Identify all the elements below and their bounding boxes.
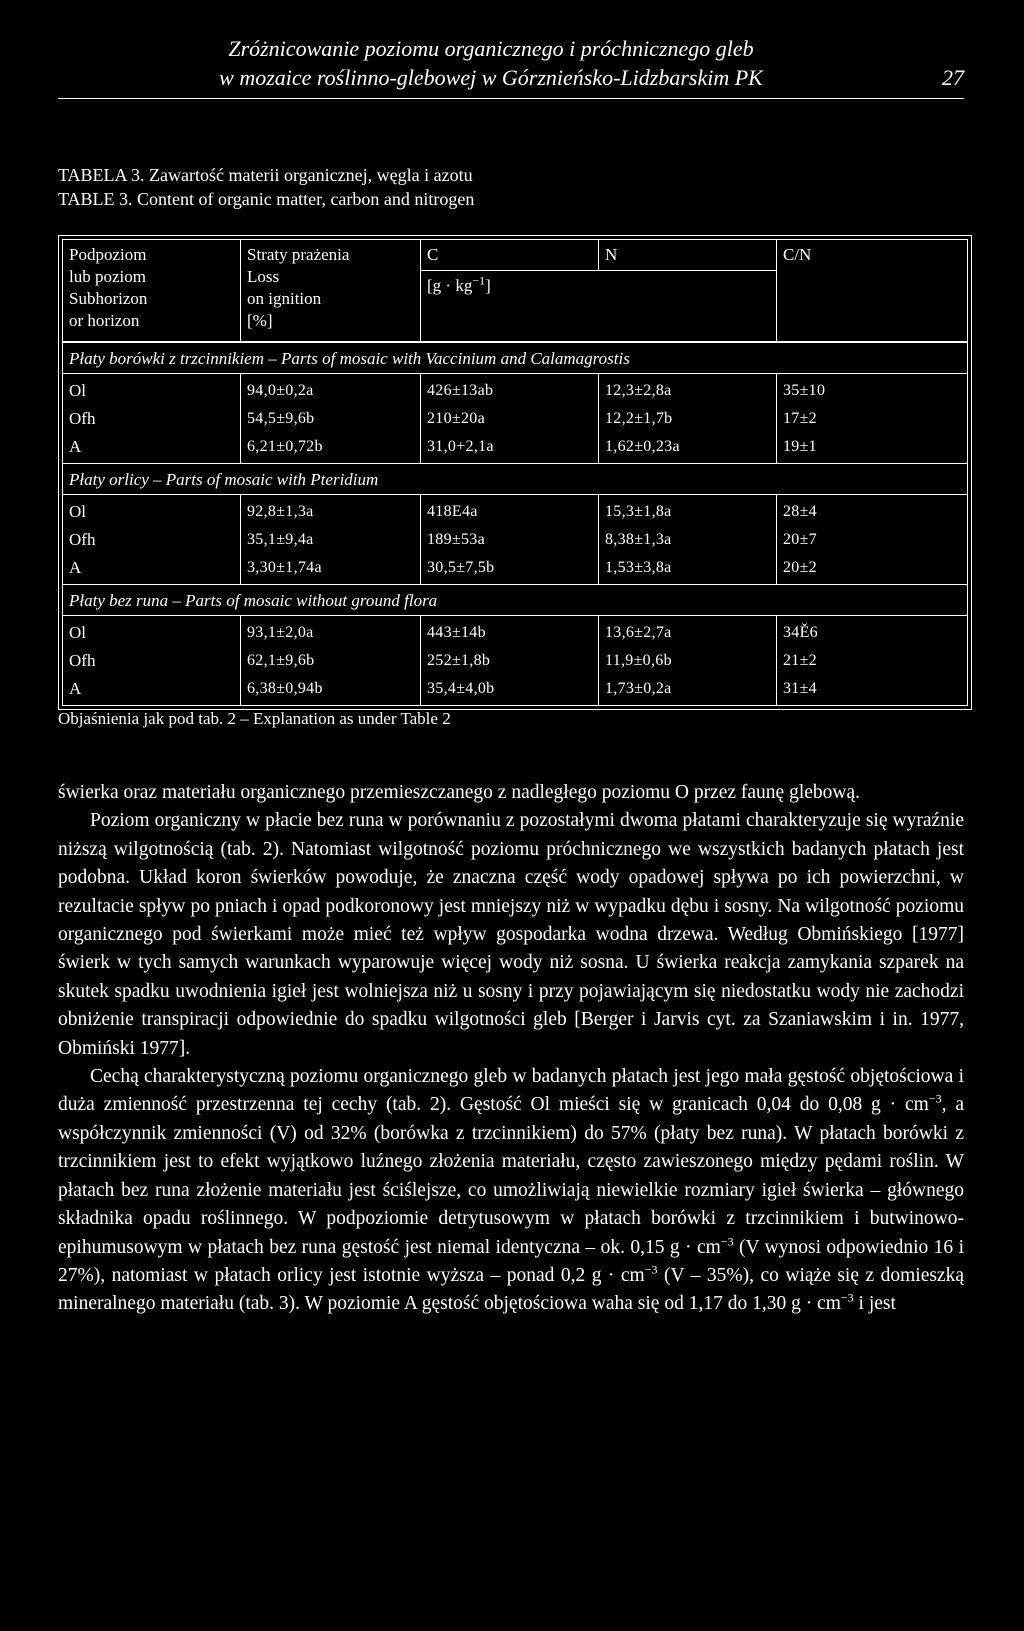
header-unit xyxy=(421,271,777,342)
header-horizon-line: Podpoziom xyxy=(69,245,147,264)
cell-cn: 19±1 xyxy=(777,433,968,464)
section-title-part: Płaty borówki z trzcinnikiem – Parts of mosaic with xyxy=(69,349,426,368)
table-caption xyxy=(58,163,474,211)
section-title-part: Płaty bez runa – Parts of mosaic without ground flora xyxy=(69,591,438,610)
cell-n: 1,73±0,2a xyxy=(599,675,777,706)
cell-cn: 20±7 xyxy=(777,526,968,554)
unit-text: [g · kg xyxy=(427,276,473,295)
table-row xyxy=(63,526,968,554)
cell-c: 31,0+2,1a xyxy=(421,433,599,464)
table-note: Objaśnienia jak pod tab. 2 – Explanation as under Table 2 xyxy=(58,709,451,728)
p3-sup: −3 xyxy=(644,1262,658,1277)
page-number: 27 xyxy=(942,65,964,90)
header-loss-line: [%] xyxy=(247,311,273,330)
p3-sup: −3 xyxy=(840,1290,854,1305)
header-c: C xyxy=(421,240,599,271)
p3-part: , a współczynnik zmienności (V) od 32% (borówka z trzcinnikiem) do 57% (płaty bez runa). W płatach borówki z trzcinnikiem jest to efekt wyjątkowo luźnego złożenia materiału, często zawieszonego między pędami roślin. W płatach bez runa złożenie materiału jest ściślejsze, co umożliwiają niewielkie rozmiary igieł świerka – głównego składnika opadu roślinnego. W podpoziomie detrytusowym w płatach borówki z trzcinnikiem i butwinowo-epihumusowym w płatach bez runa gęstość jest niemal identyczna – ok. 0,15 g · cm xyxy=(58,1094,965,1258)
paragraph-1: świerka oraz materiału organicznego przemieszczanego z nadległego poziomu O przez faunę glebową. xyxy=(58,782,861,803)
p3-part: Cechą charakterystyczną poziomu organicznego gleb w badanych płatach jest jego mała gęstość objętościowa i duża zmienność przestrzenna tej cechy (tab. 2). Gęstość Ol mieści się w granicach 0,04 do 0,08 g · cm xyxy=(58,1066,964,1116)
cell-n: 12,3±2,8a xyxy=(599,374,777,406)
cell-n: 1,53±3,8a xyxy=(599,554,777,585)
table-row xyxy=(63,554,968,585)
cell-cn: 35±10 xyxy=(777,374,968,406)
unit-close: ] xyxy=(485,276,491,295)
section-title-part: Pteridium xyxy=(310,470,379,489)
section-title-part: Płaty orlicy – Parts of mosaic with xyxy=(69,470,311,489)
cell-loss: 3,30±1,74a xyxy=(241,554,421,585)
p3-sup: −3 xyxy=(928,1091,942,1106)
cell-horizon: Ol xyxy=(63,616,241,648)
data-sections xyxy=(62,342,968,706)
table-caption-en: TABLE 3. Content of organic matter, carbon and nitrogen xyxy=(58,189,475,209)
table-header-row xyxy=(63,240,968,271)
cell-loss: 62,1±9,6b xyxy=(241,647,421,675)
cell-cn: 31±4 xyxy=(777,675,968,706)
section-title-row xyxy=(63,464,968,495)
cell-c: 189±53a xyxy=(421,526,599,554)
cell-horizon: Ofh xyxy=(63,526,241,554)
table-row xyxy=(63,675,968,706)
running-header xyxy=(58,34,964,92)
cell-horizon: A xyxy=(63,554,241,585)
cell-n: 12,2±1,7b xyxy=(599,405,777,433)
cell-cn: 28±4 xyxy=(777,495,968,527)
header-loss-line: Straty prażenia xyxy=(247,245,350,264)
table-row xyxy=(63,495,968,527)
table-row xyxy=(63,433,968,464)
header-horizon-line: or horizon xyxy=(69,311,140,330)
table-row xyxy=(63,616,968,648)
cell-c: 30,5±7,5b xyxy=(421,554,599,585)
header-horizon xyxy=(63,240,241,342)
cell-loss: 35,1±9,4a xyxy=(241,526,421,554)
header-line-2-text: w mozaice roślinno-glebowej w Górznieńsko-Lidzbarskim PK xyxy=(219,65,763,90)
header-loss-on-ignition xyxy=(241,240,421,342)
cell-horizon: A xyxy=(63,433,241,464)
cell-c: 418E4a xyxy=(421,495,599,527)
table-row xyxy=(63,405,968,433)
cell-loss: 94,0±0,2a xyxy=(241,374,421,406)
section-title-row xyxy=(63,585,968,616)
p3-part: (V wynosi odpowiednio 16 i 27%), natomiast w płatach orlicy jest istotnie wyższa – ponad 0,2 g · cm xyxy=(58,1236,964,1286)
cell-c: 252±1,8b xyxy=(421,647,599,675)
table-caption-pl: TABELA 3. Zawartość materii organicznej, węgla i azotu xyxy=(58,165,473,185)
cell-horizon: Ofh xyxy=(63,405,241,433)
cell-horizon: A xyxy=(63,675,241,706)
section-title-row xyxy=(63,343,968,374)
header-line-2 xyxy=(58,63,964,92)
cell-c: 35,4±4,0b xyxy=(421,675,599,706)
header-rule xyxy=(58,98,964,99)
cell-cn: 17±2 xyxy=(777,405,968,433)
paragraph-3 xyxy=(58,1063,964,1319)
cell-n: 11,9±0,6b xyxy=(599,647,777,675)
paragraph-2: Poziom organiczny w płacie bez runa w porównaniu z pozostałymi dwoma płatami charakteryzuje się wyraźnie niższą wilgotnością (tab. 2). Natomiast wilgotność poziomu próchnicznego we wszystkich badanych płatach jest podobna. Układ koron świerków powoduje, że znaczna część wody opadowej spływa po ich powierzchni, w rezultacie spływ po pniach i opad podkoronowy jest mniejszy niż w wypadku dębu i sosny. Na wilgotność poziomu organicznego pod świerkami może mieć też wpływ gospodarka wodna drzewa. Według Obmińskiego [1977] świerk w tych samych warunkach wyparowuje więcej wody niż sosna. U świerka reakcja zamykania szparek na skutek spadku uwodnienia igieł jest wolniejsza niż u sosny i przy pojawiającym się niedostatku wody nie zachodzi obniżenie transpiracji odpowiednie do spadku wilgotności gleb [Berger i Jarvis cyt. za Szaniawskim i in. 1977, Obmiński 1977]. xyxy=(58,810,964,1059)
table-3 xyxy=(58,235,972,710)
cell-loss: 92,8±1,3a xyxy=(241,495,421,527)
p3-sup: −3 xyxy=(720,1234,734,1248)
table-row xyxy=(63,374,968,406)
cell-cn: 21±2 xyxy=(777,647,968,675)
table-row xyxy=(63,647,968,675)
cell-loss: 93,1±2,0a xyxy=(241,616,421,648)
cell-horizon: Ol xyxy=(63,495,241,527)
header-loss-line: Loss xyxy=(247,267,280,286)
header-line-1: Zróżnicowanie poziomu organicznego i próchnicznego gleb xyxy=(228,36,754,61)
body-text xyxy=(58,779,964,1319)
cell-n: 1,62±0,23a xyxy=(599,433,777,464)
unit-exponent: −1 xyxy=(472,273,486,288)
section-title xyxy=(63,585,968,616)
header-horizon-line: Subhorizon xyxy=(69,289,148,308)
cell-c: 426±13ab xyxy=(421,374,599,406)
header-horizon-line: lub poziom xyxy=(69,267,146,286)
cell-n: 8,38±1,3a xyxy=(599,526,777,554)
cell-horizon: Ofh xyxy=(63,647,241,675)
header-n: N xyxy=(599,240,777,271)
cell-loss: 6,21±0,72b xyxy=(241,433,421,464)
section-title xyxy=(63,343,968,374)
cell-n: 15,3±1,8a xyxy=(599,495,777,527)
cell-cn: 20±2 xyxy=(777,554,968,585)
p3-part: i jest xyxy=(853,1293,896,1315)
cell-c: 210±20a xyxy=(421,405,599,433)
cell-c: 443±14b xyxy=(421,616,599,648)
section-title-part: and xyxy=(496,349,531,368)
cell-n: 13,6±2,7a xyxy=(599,616,777,648)
section-title-part: Calamagrostis xyxy=(530,349,630,368)
cell-loss: 54,5±9,6b xyxy=(241,405,421,433)
header-cn: C/N xyxy=(777,240,968,342)
cell-horizon: Ol xyxy=(63,374,241,406)
data-table xyxy=(62,239,968,342)
cell-cn: 34Ě6 xyxy=(777,616,968,648)
section-title-part: Vaccinium xyxy=(425,349,497,368)
cell-loss: 6,38±0,94b xyxy=(241,675,421,706)
header-loss-line: on ignition xyxy=(247,289,322,308)
p3-part: (V – 35%), co wiąże się z domieszką mineralnego materiału (tab. 3). W poziomie A gęstość objętościowa waha się od 1,17 do 1,30 g · cm xyxy=(58,1264,964,1315)
section-title xyxy=(63,464,968,495)
